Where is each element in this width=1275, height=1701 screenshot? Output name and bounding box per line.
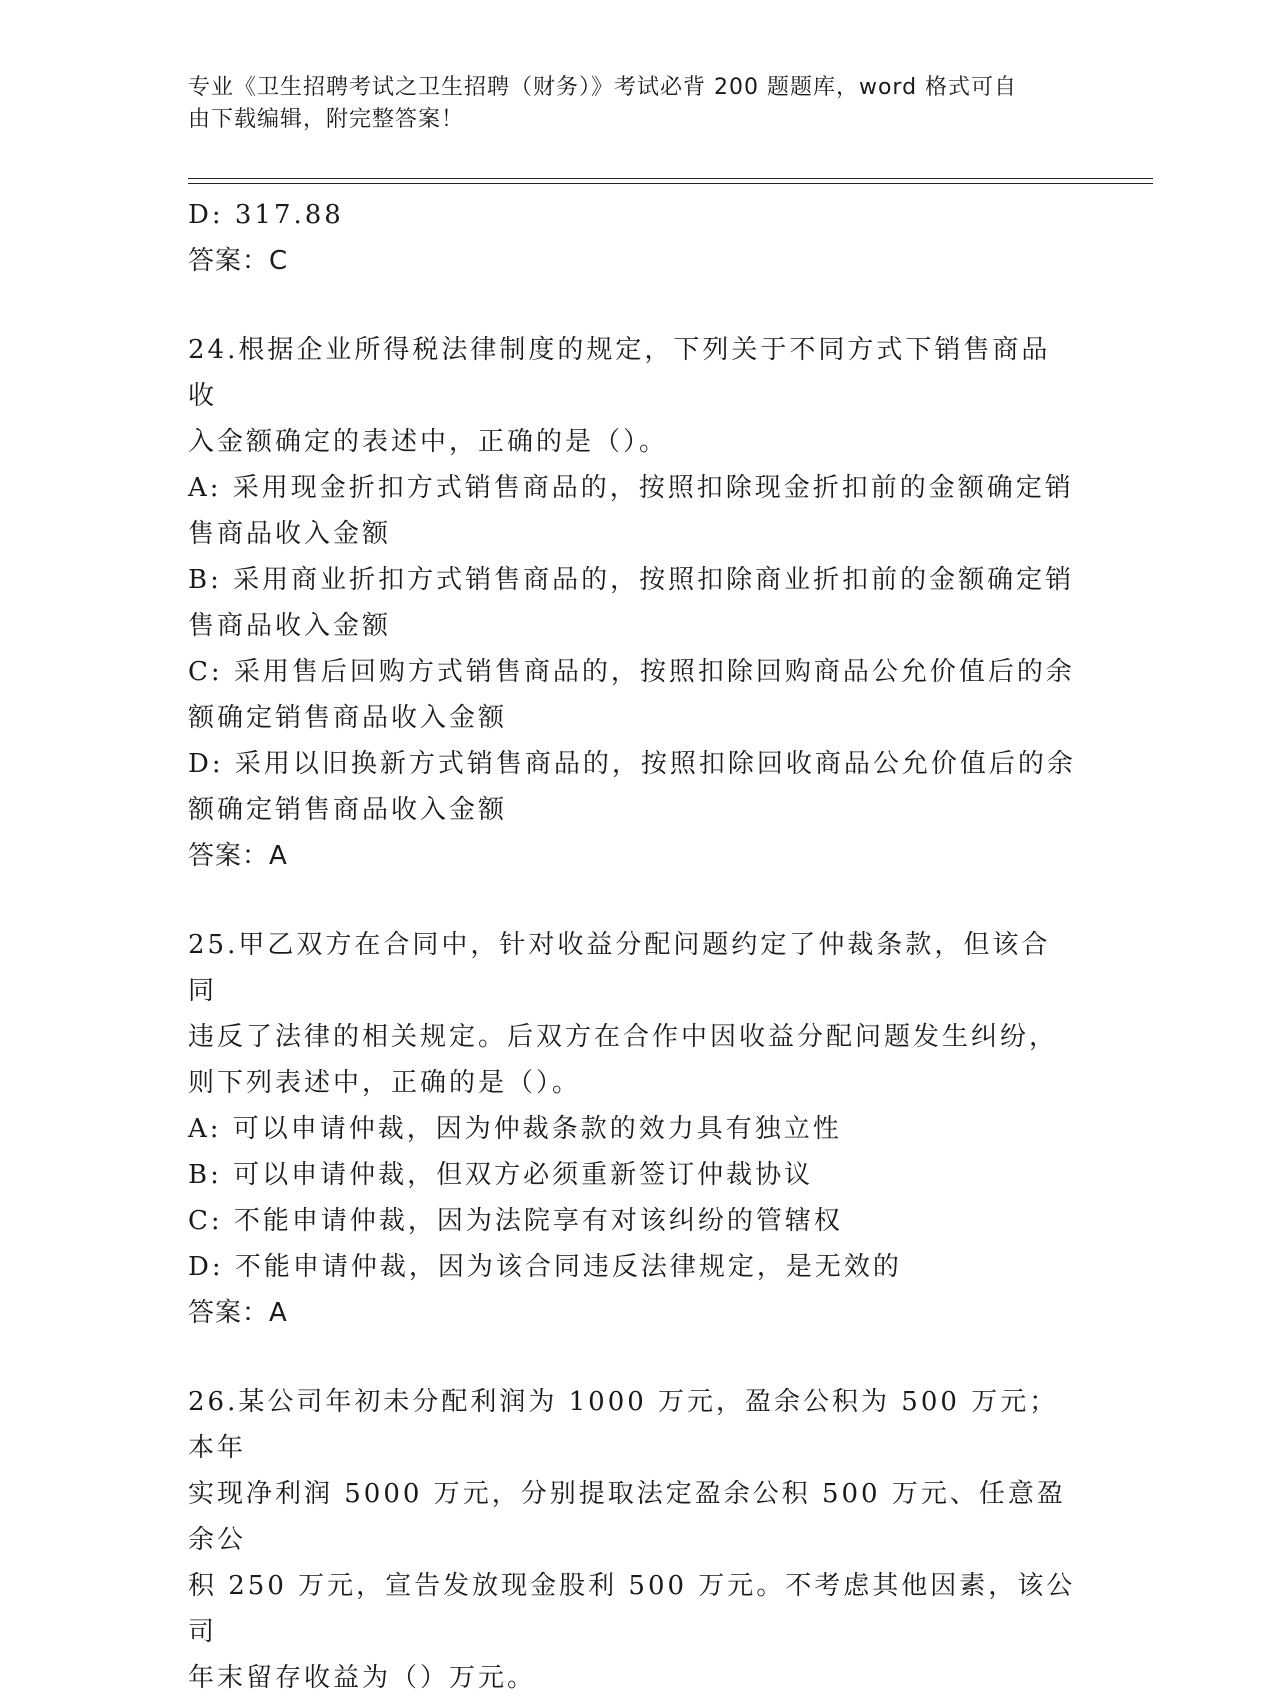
option-c: C: 采用售后回购方式销售商品的，按照扣除回购商品公允价值后的余: [188, 657, 1075, 687]
prev-answer: 答案：C: [188, 246, 289, 276]
option-b: B: 采用商业折扣方式销售商品的，按照扣除商业折扣前的金额确定销: [188, 565, 1075, 595]
option-d: D: 不能申请仲裁，因为该合同违反法律规定，是无效的: [188, 1252, 902, 1282]
option-a-cont: 售商品收入金额: [188, 519, 392, 549]
option-a: A: 采用现金折扣方式销售商品的，按照扣除现金折扣前的金额确定销: [188, 473, 1074, 503]
option-d: D: 采用以旧换新方式销售商品的，按照扣除回收商品公允价值后的余: [188, 749, 1076, 779]
spacer: [188, 284, 1078, 327]
spacer: [188, 1336, 1078, 1379]
option-b-cont: 售商品收入金额: [188, 611, 392, 641]
header-rule-top: [188, 178, 1153, 179]
question-24: [188, 327, 1078, 879]
question-stem: 积 250 万元，宣告发放现金股利 500 万元。不考虑其他因素，该公司: [188, 1571, 1076, 1647]
question-26: [188, 1379, 1078, 1701]
option-c-cont: 额确定销售商品收入金额: [188, 703, 508, 733]
question-stem: 25.甲乙双方在合同中，针对收益分配问题约定了仲裁条款，但该合同: [188, 930, 1051, 1006]
option-a: A: 可以申请仲裁，因为仲裁条款的效力具有独立性: [188, 1114, 842, 1144]
question-stem: 违反了法律的相关规定。后双方在合作中因收益分配问题发生纠纷，: [188, 1022, 1059, 1052]
page-header: [188, 72, 1068, 136]
question-stem: 26.某公司年初未分配利润为 1000 万元，盈余公积为 500 万元；本年: [188, 1387, 1059, 1463]
option-d-cont: 额确定销售商品收入金额: [188, 795, 508, 825]
question-stem: 年末留存收益为（）万元。: [188, 1663, 537, 1693]
question-stem: 实现净利润 5000 万元，分别提取法定盈余公积 500 万元、任意盈余公: [188, 1479, 1066, 1555]
header-line-1: 专业《卫生招聘考试之卫生招聘（财务）》考试必背 200 题题库，word 格式可自: [188, 75, 1018, 100]
answer: 答案：A: [188, 1298, 288, 1328]
question-stem: 则下列表述中，正确的是（）。: [188, 1068, 582, 1098]
prev-option-d: D: 317.88: [188, 200, 344, 230]
answer: 答案：A: [188, 841, 288, 871]
question-25: [188, 922, 1078, 1336]
header-rule-bottom: [188, 183, 1153, 184]
option-b: B: 可以申请仲裁，但双方必须重新签订仲裁协议: [188, 1160, 814, 1190]
option-c: C: 不能申请仲裁，因为法院享有对该纠纷的管辖权: [188, 1206, 843, 1236]
question-stem: 入金额确定的表述中，正确的是（）。: [188, 427, 669, 457]
spacer: [188, 879, 1078, 922]
header-line-2: 由下载编辑，附完整答案！: [188, 107, 465, 132]
question-stem: 24.根据企业所得税法律制度的规定，下列关于不同方式下销售商品收: [188, 335, 1051, 411]
document-body: [188, 192, 1078, 1701]
